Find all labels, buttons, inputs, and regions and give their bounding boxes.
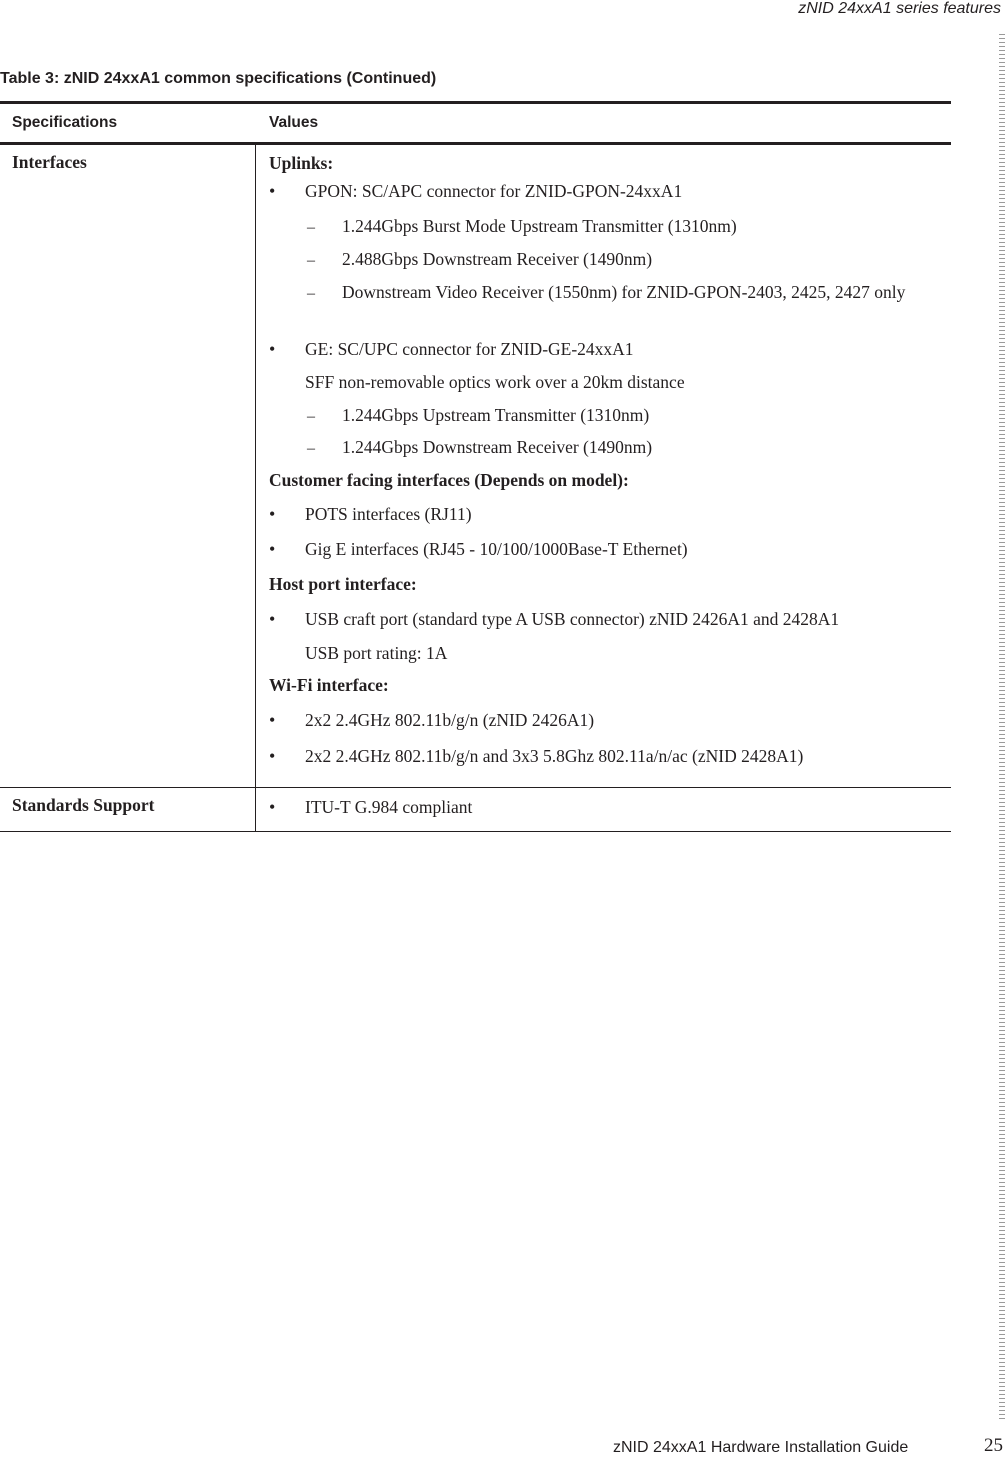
gpon-text: GPON: SC/APC connector for ZNID-GPON-24xxA1 bbox=[305, 181, 683, 201]
column-header-values: Values bbox=[269, 114, 319, 131]
uplinks-heading: Uplinks: bbox=[269, 153, 334, 173]
list-item-itu bbox=[269, 796, 951, 818]
spec-cell-interfaces: Interfaces bbox=[0, 145, 256, 787]
page-number: 25 bbox=[984, 1435, 1003, 1456]
bullet-icon: • bbox=[269, 609, 276, 629]
list-item-gige bbox=[269, 538, 1007, 573]
ge-text: GE: SC/UPC connector for ZNID-GE-24xxA1 bbox=[305, 339, 634, 359]
list-item-pots bbox=[269, 503, 1007, 538]
dash-icon: – bbox=[307, 285, 315, 302]
itu-text: ITU-T G.984 compliant bbox=[305, 797, 473, 817]
running-header: zNID 24xxA1 series features bbox=[798, 0, 1001, 17]
usb-rating-note: USB port rating: 1A bbox=[305, 643, 448, 663]
bullet-icon: • bbox=[269, 504, 276, 524]
usb-text: USB craft port (standard type A USB connector) zNID 2426A1 and 2428A1 bbox=[305, 609, 840, 629]
list-item-wifi-1 bbox=[269, 709, 1007, 745]
spec-cell-standards: Standards Support bbox=[0, 788, 256, 831]
list-item-gpon bbox=[269, 180, 1007, 215]
bullet-icon: • bbox=[269, 181, 276, 201]
list-item-wifi-2 bbox=[269, 745, 1007, 775]
dash-icon: – bbox=[307, 219, 315, 236]
value-cell-interfaces bbox=[256, 145, 1007, 787]
bullet-icon: • bbox=[269, 797, 276, 817]
host-port-heading: Host port interface: bbox=[269, 574, 417, 594]
table-header-row bbox=[0, 104, 951, 142]
running-footer: zNID 24xxA1 Hardware Installation Guide bbox=[613, 1439, 909, 1456]
table-bottom-rule bbox=[0, 831, 951, 832]
dash-icon: – bbox=[307, 440, 315, 457]
ge-sub-text-2: 1.244Gbps Downstream Receiver (1490nm) bbox=[342, 437, 653, 457]
ge-sub-text-1: 1.244Gbps Upstream Transmitter (1310nm) bbox=[342, 405, 650, 425]
spec-table bbox=[0, 101, 951, 832]
column-header-specifications: Specifications bbox=[12, 114, 118, 131]
pots-text: POTS interfaces (RJ11) bbox=[305, 504, 472, 524]
sub-item-ge-2 bbox=[269, 436, 1007, 469]
sub-item-gpon-2 bbox=[269, 248, 1007, 281]
dash-icon: – bbox=[307, 408, 315, 425]
sub-item-ge-1 bbox=[269, 404, 1007, 436]
sub-item-gpon-3 bbox=[269, 281, 1007, 338]
dash-icon: – bbox=[307, 252, 315, 269]
wifi-text-1: 2x2 2.4GHz 802.11b/g/n (zNID 2426A1) bbox=[305, 710, 595, 730]
value-cell-standards bbox=[256, 788, 951, 831]
list-item-usb bbox=[269, 608, 1007, 642]
table-caption: Table 3: zNID 24xxA1 common specifications (Continued) bbox=[0, 70, 437, 87]
wifi-text-2: 2x2 2.4GHz 802.11b/g/n and 3x3 5.8Ghz 802.11a/n/ac (zNID 2428A1) bbox=[305, 746, 804, 766]
customer-facing-heading: Customer facing interfaces (Depends on model): bbox=[269, 470, 629, 490]
gpon-sub-text-1: 1.244Gbps Burst Mode Upstream Transmitter (1310nm) bbox=[342, 216, 737, 236]
bullet-icon: • bbox=[269, 746, 276, 766]
table-row-interfaces bbox=[0, 145, 951, 787]
list-item-ge bbox=[269, 338, 1007, 371]
gpon-sub-text-2: 2.488Gbps Downstream Receiver (1490nm) bbox=[342, 249, 653, 269]
bullet-icon: • bbox=[269, 339, 276, 359]
sub-item-gpon-1 bbox=[269, 215, 1007, 248]
gige-text: Gig E interfaces (RJ45 - 10/100/1000Base-T Ethernet) bbox=[305, 539, 688, 559]
gpon-sub-text-3: Downstream Video Receiver (1550nm) for ZNID-GPON-2403, 2425, 2427 only bbox=[342, 282, 906, 302]
ge-note: SFF non-removable optics work over a 20km distance bbox=[305, 372, 685, 392]
bullet-icon: • bbox=[269, 710, 276, 730]
wifi-heading: Wi-Fi interface: bbox=[269, 675, 389, 695]
table-row-standards bbox=[0, 788, 951, 831]
bullet-icon: • bbox=[269, 539, 276, 559]
